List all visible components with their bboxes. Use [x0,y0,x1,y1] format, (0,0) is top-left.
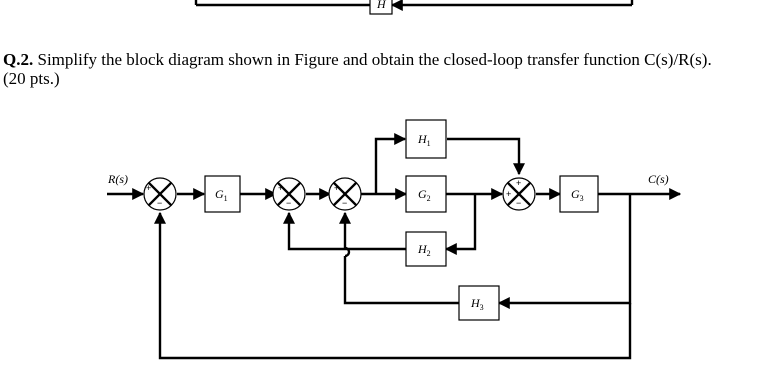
summing-junction-2 [273,178,305,210]
g1-label: $G_1$ [215,187,228,203]
question-text [3,50,773,88]
sum4-plus-left-sign: + [506,189,512,199]
h2-path [289,194,475,249]
sum3-minus-sign: − [342,198,348,208]
summing-junction-3 [329,178,361,210]
fragment-h-label: H [377,0,386,11]
sum4-minus-sign: − [516,198,522,208]
unity-feedback-path [160,213,630,358]
output-label: C(s) [648,172,669,186]
sum4-plus-top-sign: + [516,178,522,188]
g2-label: $G_2$ [418,187,431,203]
summing-junction-1 [144,178,176,210]
g3-label: $G_3$ [571,187,584,203]
h1-path [376,139,522,194]
sum2-minus-sign: − [286,198,292,208]
sum2-plus-sign: + [278,183,284,193]
h1-label: $H_1$ [418,132,431,148]
previous-question-fragment [196,0,632,14]
h2-label: $H_2$ [418,242,431,258]
sum1-minus-sign: − [157,198,163,208]
input-label: R(s) [108,172,128,186]
h3-label: $H_3$ [471,296,484,312]
summing-junction-4 [503,178,535,210]
question-points: (20 pts.) [3,69,60,88]
sum3-plus-sign: + [334,183,340,193]
question-body: Simplify the block diagram shown in Figure and obtain the closed-loop transfer function C(s)/R(s). [33,50,712,69]
sum1-plus-sign: + [146,183,152,193]
question-number: Q.2. [3,50,34,69]
